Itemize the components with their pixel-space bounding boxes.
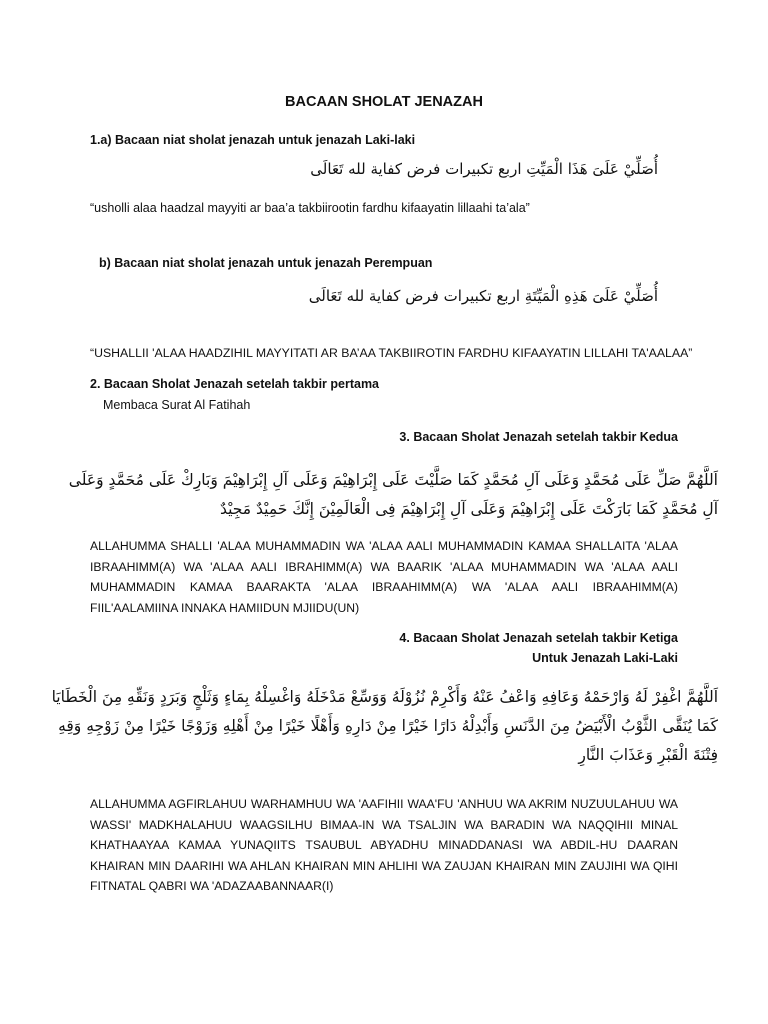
section-1b-arabic: أُصَلِّيْ عَلَىَ هَذِهِ الْمَيِّتَةِ اربع تكبيرات فرض كفاية لله تَعَالَى <box>308 287 658 305</box>
section-1a-heading: 1.a) Bacaan niat sholat jenazah untuk jenazah Laki-laki <box>90 133 416 147</box>
section-3-heading: 3. Bacaan Sholat Jenazah setelah takbir Kedua <box>399 430 678 444</box>
page-title: BACAAN SHOLAT JENAZAH <box>285 94 483 110</box>
section-2-heading: 2. Bacaan Sholat Jenazah setelah takbir pertama <box>90 377 380 391</box>
section-4-arabic: اَللَّهُمَّ اغْفِرْ لَهُ وَارْحَمْهُ وَعَافِهِ وَاعْفُ عَنْهُ وَأَكْرِمْ نُزُوْلَهُ وَوَسِّعْ مَدْخَلَهُ وَاغْسِلْهُ بِمَاءٍ وَثَلْجٍ وَبَرَدٍ وَنَقِّهِ مِنَ الْخَطَايَا كَمَا يُنَقَّى الثَّوْبُ الْأَبْيَضُ مِنَ الدَّنَسِ وَأَبْدِلْهُ دَارًا خَيْرًا مِنْ دَارِهِ وَأَهْلًا خَيْرًا مِنْ أَهْلِهِ وَزَوْجًا خَيْرًا مِنْ زَوْجِهِ وَقِهِ فِتْنَةَ الْقَبْرِ وَعَذَابَ النَّارِ <box>51 688 718 764</box>
section-1b-heading: b) Bacaan niat sholat jenazah untuk jenazah Perempuan <box>99 256 433 270</box>
section-4-heading: 4. Bacaan Sholat Jenazah setelah takbir Ketiga <box>399 631 678 645</box>
section-3-latin: ALLAHUMMA SHALLI 'ALAA MUHAMMADIN WA 'ALAA AALI MUHAMMADIN KAMAA SHALLAITA 'ALAA IBRAAHIMM(A) WA 'ALAA AALI IBRAHIMM(A) WA BAARIK 'ALAA MUHAMMADIN WA 'ALAA AALI MUHAMMADIN KAMAA BAARAKTA 'ALAA IBRAAHIMM(A) WA 'ALAA AALI IBRAAHIMM(A) FIIL'AALAMIINA INNAKA HAMIIDUN MJIIDU(UN) <box>90 539 678 615</box>
section-2-subheading: Membaca Surat Al Fatihah <box>103 398 251 412</box>
section-3-arabic: اَللَّهُمَّ صَلِّ عَلَى مُحَمَّدٍ وَعَلَى آلِ مُحَمَّدٍ كَمَا صَلَّيْتَ عَلَى إِبْرَاهِيْمَ وَعَلَى آلِ إِبْرَاهِيْمَ وَبَارِكْ عَلَى مُحَمَّدٍ وَعَلَى آلِ مُحَمَّدٍ كَمَا بَارَكْتَ عَلَى إِبْرَاهِيْمَ وَعَلَى آلِ إِبْرَاهِيْمَ فِى الْعَالَمِيْنَ إِنَّكَ حَمِيْدٌ مَجِيْدٌ <box>68 471 718 518</box>
section-4-subheading: Untuk Jenazah Laki-Laki <box>532 651 678 665</box>
section-1a-arabic: أُصَلِّيْ عَلَىَ هَذَا الْمَيِّتِ اربع تكبيرات فرض كفاية لله تَعَالَى <box>310 160 658 178</box>
section-1b-latin: “USHALLII 'ALAA HAADZIHIL MAYYITATI AR BA’AA TAKBIIROTIN FARDHU KIFAAYATIN LILLAHI TA'AALAA” <box>90 346 693 360</box>
section-1a-latin: “usholli alaa haadzal mayyiti ar baa’a takbiirootin fardhu kifaayatin lillaahi ta’ala” <box>90 201 530 215</box>
section-4-latin: ALLAHUMMA AGFIRLAHUU WARHAMHUU WA 'AAFIHII WAA'FU 'ANHUU WA AKRIM NUZUULAHUU WA WASSI' MADKHALAHUU WAAGSILHU BIMAA-IN WA TSALJIN WA BARADIN WA NAQQIHII MINAL KHATHAAYAA KAMAA YUNAQIITS TSAUBUL ABYADHU MINADDANASI WA ABDIL-HU DAARAN KHAIRAN MIN DAARIHI WA AHLAN KHAIRAN MIN AHLIHI WA ZAUJAN KHAIRAN MIN ZAUJIHI WA QIHI FITNATAL QABRI WA 'ADAZAABANNAAR(I) <box>90 797 678 893</box>
